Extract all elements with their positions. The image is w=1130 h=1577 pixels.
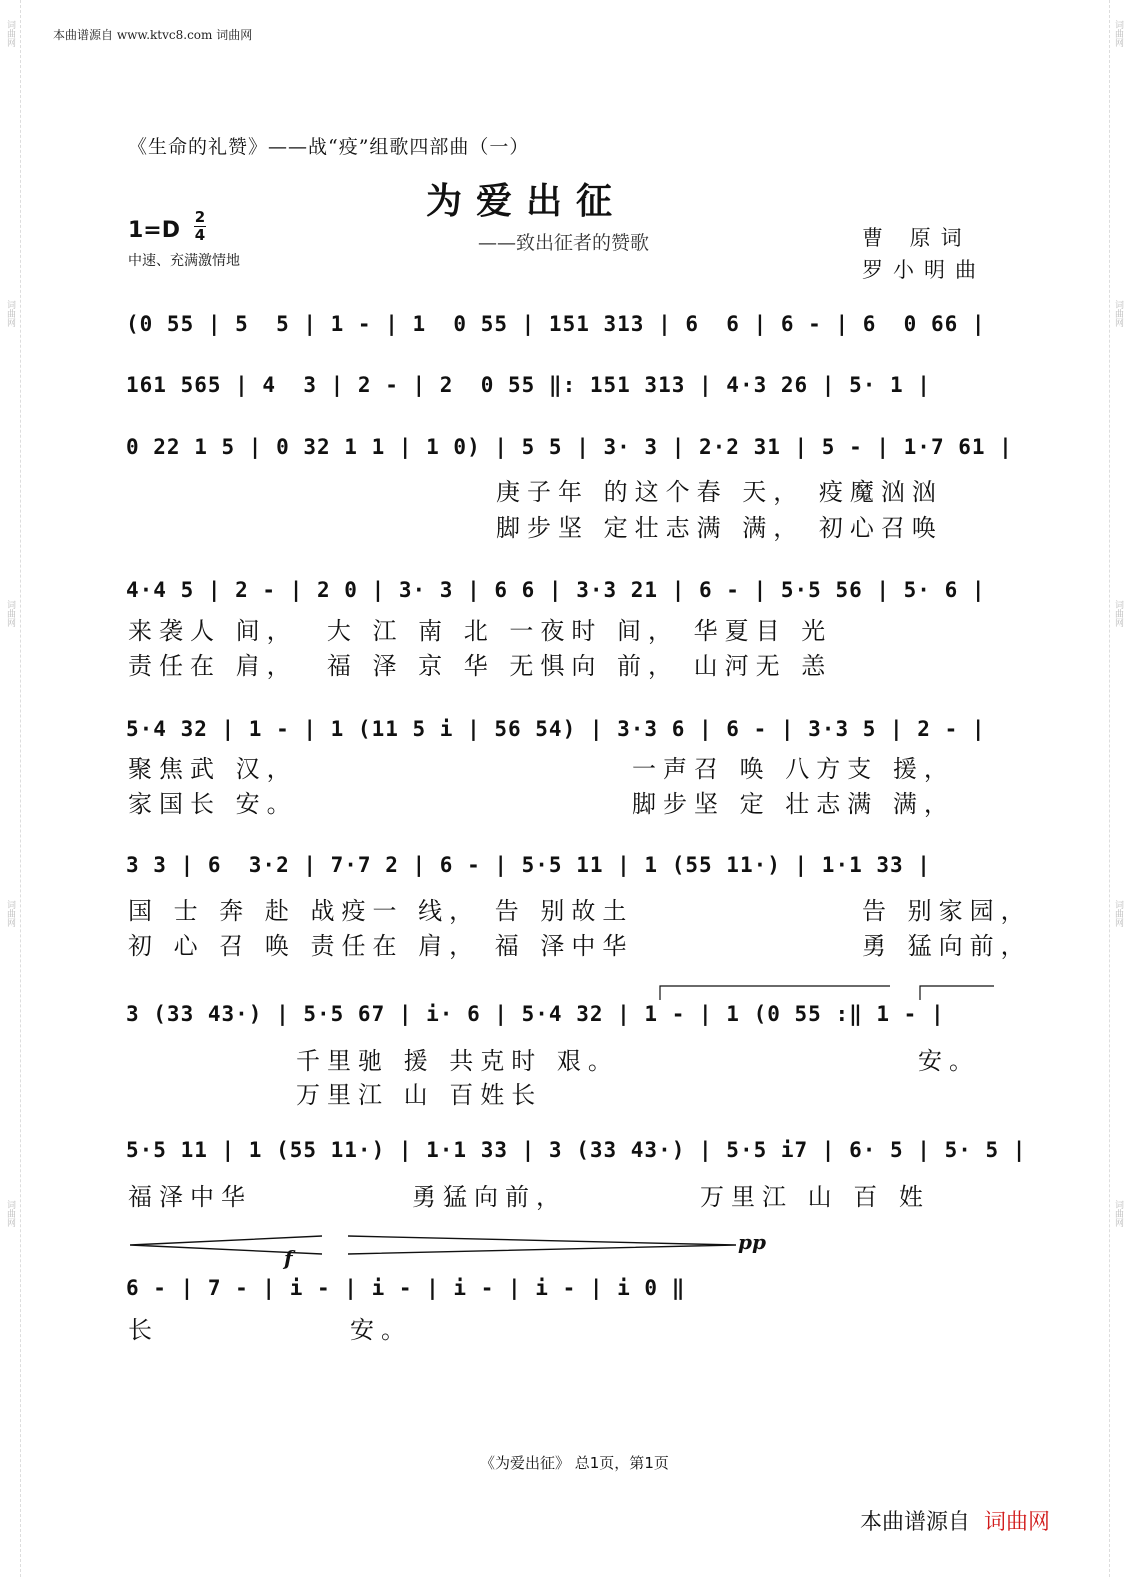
meter-bottom: 4 (194, 226, 206, 244)
lyricist-credit: 曹 原词 (862, 226, 972, 250)
lyric-line: 万里江 山 百姓长 (296, 1081, 543, 1109)
lyric-line: 长 (128, 1316, 159, 1344)
score-line-4: 4·4 5 | 2 - | 2 0 | 3· 3 | 6 6 | 3·3 21 | 6 - | 5·5 56 | 5· 6 | (126, 578, 986, 602)
score-line-7: 3 (33 43·) | 5·5 67 | i· 6 | 5·4 32 | 1 - | 1 (0 55 :‖ 1 - | (126, 1002, 945, 1026)
score-line-8: 5·5 11 | 1 (55 11·) | 1·1 33 | 3 (33 43·) | 5·5 i7 | 6· 5 | 5· 5 | (126, 1138, 1027, 1162)
tempo-marking: 中速、充满激情地 (128, 253, 240, 269)
watermark-text: 词曲网 (5, 1200, 15, 1227)
lyric-line: 告 别家园， (862, 897, 1032, 925)
key-signature: 1=D (128, 218, 181, 243)
dynamic-forte: f (284, 1246, 293, 1270)
watermark-text: 词曲网 (5, 900, 15, 927)
dynamic-pianissimo: pp (738, 1230, 766, 1254)
lyric-line: 勇 猛向前， (862, 932, 1032, 960)
watermark-text: 词曲网 (5, 300, 15, 327)
watermark-text: 词曲网 (5, 20, 15, 47)
lyric-line: 一声召 唤 八方支 援， (632, 755, 955, 783)
song-title: 为爱出征 (426, 180, 627, 222)
watermark-text: 词曲网 (1113, 900, 1123, 927)
lyric-line: 家国长 安。 (128, 790, 298, 818)
watermark-text: 词曲网 (1113, 1200, 1123, 1227)
lyric-line: 千里驰 援 共克时 艰。 (296, 1047, 619, 1075)
watermark-text: 词曲网 (5, 600, 15, 627)
composer-credit: 罗小明曲 (862, 258, 986, 282)
score-line-6: 3 3 | 6 3·2 | 7·7 2 | 6 - | 5·5 11 | 1 (55 11·) | 1·1 33 | (126, 853, 931, 877)
lyric-line: 勇猛向前， (412, 1183, 567, 1211)
score-line-2: 161 565 | 4 3 | 2 - | 2 0 55 ‖: 151 313 | 4·3 26 | 5· 1 | (126, 373, 931, 397)
lyric-line: 国 士 奔 赴 战疫一 线， 告 别故土 (128, 897, 634, 925)
source-label: 本曲谱源自 (860, 1510, 971, 1535)
watermark-text: 词曲网 (1113, 300, 1123, 327)
lyric-line: 安。 (918, 1047, 980, 1075)
brand-logo[interactable]: 词曲网 (984, 1510, 1051, 1535)
lyric-line: 安。 (350, 1316, 412, 1344)
lyric-line: 初 心 召 唤 责任在 肩， 福 泽中华 (128, 932, 634, 960)
lyric-line: 万里江 山 百 姓 (700, 1183, 930, 1211)
watermark-text: 词曲网 (1113, 20, 1123, 47)
lyric-line: 庚子年 的这个春 天， 疫魔汹汹 (496, 478, 943, 506)
lyric-line: 聚焦武 汉， (128, 755, 298, 783)
song-subtitle: ——致出征者的赞歌 (478, 232, 650, 254)
lyric-line: 脚步坚 定壮志满 满， 初心召唤 (496, 514, 943, 542)
score-line-1: (0 55 | 5 5 | 1 - | 1 0 55 | 151 313 | 6 6 | 6 - | 6 0 66 | (126, 312, 986, 336)
source-link-top[interactable]: 本曲谱源自 www.ktvc8.com 词曲网 (53, 28, 253, 42)
suite-title: 《生命的礼赞》——战“疫”组歌四部曲（一） (128, 136, 530, 158)
score-line-3: 0 22 1 5 | 0 32 1 1 | 1 0) | 5 5 | 3· 3 | 2·2 31 | 5 - | 1·7 61 | (126, 435, 1013, 459)
page-footer: 《为爱出征》 总1页，第1页 (480, 1454, 669, 1472)
lyric-line: 脚步坚 定 壮志满 满， (632, 790, 955, 818)
watermark-text: 词曲网 (1113, 600, 1123, 627)
lyric-line: 责任在 肩， 福 泽 京 华 无惧向 前， 山河无 恙 (128, 652, 833, 680)
lyric-line: 来袭人 间， 大 江 南 北 一夜时 间， 华夏目 光 (128, 617, 833, 645)
source-credit-bottom[interactable] (860, 1505, 1050, 1536)
lyric-line: 福泽中华 (128, 1183, 252, 1211)
score-line-5: 5·4 32 | 1 - | 1 (11 5 i | 56 54) | 3·3 6 | 6 - | 3·3 5 | 2 - | (126, 717, 986, 741)
score-line-9: 6 - | 7 - | i - | i - | i - | i - | i 0 ‖ (126, 1276, 686, 1300)
meter-top: 2 (194, 208, 206, 226)
